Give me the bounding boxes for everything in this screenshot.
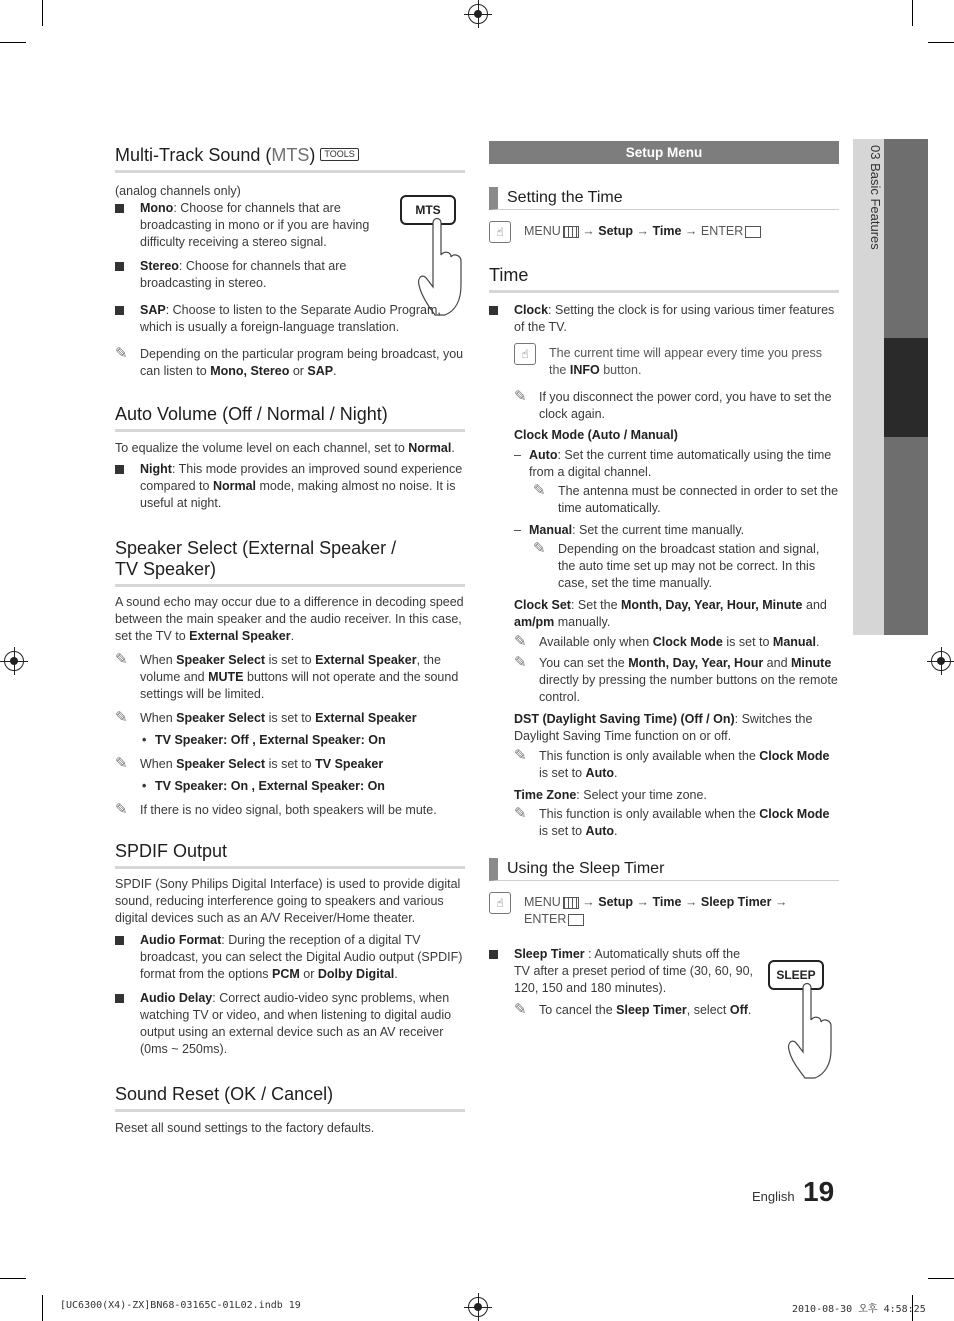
crop-mark [42, 1295, 43, 1321]
auto-volume-heading: Auto Volume (Off / Normal / Night) [115, 404, 465, 432]
list-item: – Auto: Set the current time automatically using the time from a digital channel. [514, 448, 832, 479]
pencil-note-icon: ✎ [533, 482, 546, 499]
menu-icon [563, 226, 579, 238]
enter-icon [568, 914, 584, 926]
setup-menu-bar: Setup Menu [489, 141, 839, 164]
mts-heading: Multi-Track Sound (MTS) TOOLS [115, 145, 465, 173]
note: ☝ The current time will appear every time you press the INFO button. [514, 345, 839, 379]
pencil-note-icon: ✎ [514, 747, 527, 764]
list-item: • TV Speaker: On , External Speaker: On [142, 779, 385, 793]
pencil-note-icon: ✎ [514, 633, 527, 650]
note: ✎ Depending on the broadcast station and signal, the auto time set up may not be correct. In this case, set the time manually. [533, 540, 820, 590]
pencil-note-icon: ✎ [115, 755, 128, 772]
note: ✎ When Speaker Select is set to External Speaker [115, 709, 417, 726]
crop-mark [0, 1278, 26, 1279]
mts-remote-button: MTS [400, 195, 456, 225]
pencil-note-icon: ✎ [115, 801, 128, 818]
right-column: Setup Menu Setting the Time ☝ MENU → Setup → Time → ENTER Time Clock: Setting the clock is for using various timer features of the TV. ☝ The current time will appear every time you press the INFO button. ✎ If you disconnect the power cord, you have to set the clock again. Clock Mode (Auto / Manual) – Auto: Set the current time automatically using the time from a digital channel. ✎ The antenna must be connected in order to set the time automatically. – Manual: Set the current time manually. ✎ Depending on the broadcast station and signal, the auto time set up may not be correct. In this case, set the time manually. Clock Set: Set the Month, Day, Year, Hour, Minute and am/pm manually. ✎ Available only when Clock Mode is set to Manual. ✎ You can set the Month, Day, Year, Hour and Minute directly by pressing the number buttons on the remote control. DST (Daylight Saving Time) (Off / On): Switches the Daylight Saving Time function on or off. ✎ This function is only available when the Clock Mode is set to Auto. Time Zone: Select your time zone. ✎ This function is only available when the Clock Mode is set to Auto. Using the Sleep Timer ☝ MENU → Setup → Time → Sleep Timer → ENTER SLEEP Sleep Timer : Automatically shuts off the TV after a preset period of time (30, 60, 90, 120, 150 and 180 minutes). ✎ To cancel the Sleep Timer, select Off. [489, 141, 839, 1019]
note: ✎ Available only when Clock Mode is set to Manual. [514, 633, 820, 650]
bullet-icon [115, 262, 124, 271]
list-item: • TV Speaker: Off , External Speaker: On [142, 733, 386, 747]
note: ✎ The antenna must be connected in order to set the time automatically. [533, 482, 839, 515]
tools-icon: TOOLS [320, 148, 358, 161]
registration-mark-icon [468, 1297, 488, 1317]
list-item: SAP: Choose to listen to the Separate Audio Program, which is usually a foreign-language translation. [115, 302, 465, 336]
mts-section: MTS (analog channels only) Mono: Choose for channels that are broadcasting in mono or if you are having difficulty receiving a stereo signal. Stereo: Choose for channels that are broadcasting in stereo. SAP: Choose to listen to the Separate Audio Program, which is usually a foreign-language translation. ✎ Depending on the particular program being broadcast, you can listen to Mono, Stereo or SAP. [115, 183, 465, 380]
note: ✎ Depending on the particular program being broadcast, you can listen to Mono, Stereo or SAP. [115, 345, 464, 378]
note: ✎ This function is only available when the Clock Mode is set to Auto. [514, 805, 830, 838]
bullet-icon [115, 994, 124, 1003]
sleep-timer-heading: Using the Sleep Timer [489, 858, 839, 881]
note: ✎ To cancel the Sleep Timer, select Off. [514, 1001, 752, 1018]
side-tab-block [884, 139, 928, 338]
sleep-remote-button: SLEEP [768, 960, 824, 990]
print-footer-left: [UC6300(X4)-ZX]BN68-03165C-01L02.indb 19 [60, 1300, 301, 1311]
side-tab-label: 03 Basic Features [868, 145, 883, 250]
bullet-icon [115, 306, 124, 315]
list-item: Mono: Choose for channels that are broadcasting in mono or if you are having difficulty receiving a stereo signal. [115, 200, 380, 251]
crop-mark [928, 42, 954, 43]
note: ✎ When Speaker Select is set to TV Speaker [115, 755, 384, 772]
note: ✎ You can set the Month, Day, Year, Hour and Minute directly by pressing the number buttons on the remote control. [514, 654, 838, 704]
bullet-icon [115, 936, 124, 945]
crop-mark [42, 0, 43, 26]
pencil-note-icon: ✎ [115, 709, 128, 726]
speaker-select-heading: Speaker Select (External Speaker / TV Speaker) [115, 538, 465, 587]
hand-press-icon: ☝ [489, 892, 511, 914]
pencil-note-icon: ✎ [115, 345, 128, 362]
print-footer-right: 2010-08-30 오후 4:58:25 [792, 1304, 926, 1315]
bullet-icon [489, 306, 498, 315]
note: ✎ If you disconnect the power cord, you have to set the clock again. [514, 388, 832, 421]
hand-press-icon [785, 980, 837, 1080]
registration-mark-icon [4, 651, 24, 671]
crop-mark [0, 42, 26, 43]
page-number: 19 [803, 1176, 835, 1207]
list-item: Sleep Timer : Automatically shuts off the TV after a preset period of time (30, 60, 90, 120, 150 and 180 minutes). [489, 946, 754, 997]
crop-mark [928, 1278, 954, 1279]
page-footer-lang: English [752, 1189, 795, 1204]
registration-mark-icon [931, 651, 951, 671]
note: ✎ This function is only available when the Clock Mode is set to Auto. [514, 747, 830, 780]
pencil-note-icon: ✎ [514, 1001, 527, 1018]
list-item: Audio Delay: Correct audio-video sync problems, when watching TV or video, and when listening to digital audio output using an external device such as an AV receiver (0ms ~ 250ms). [115, 990, 465, 1058]
crop-mark [912, 0, 913, 26]
list-item: Night: This mode provides an improved sound experience compared to Normal mode, making almost no noise. It is useful at night. [115, 461, 465, 512]
list-item: Audio Format: During the reception of a digital TV broadcast, you can select the Digital Audio output (SPDIF) format from the options PCM or Dolby Digital. [115, 932, 465, 983]
bullet-icon [115, 465, 124, 474]
pencil-note-icon: ✎ [514, 654, 527, 671]
spdif-heading: SPDIF Output [115, 841, 465, 869]
bullet-icon [489, 950, 498, 959]
hand-press-icon: ☝ [489, 221, 511, 243]
pencil-note-icon: ✎ [514, 805, 527, 822]
note: ✎ When Speaker Select is set to External Speaker, the volume and MUTE buttons will not operate and the sound settings will be limited. [115, 651, 459, 701]
list-item: Clock: Setting the clock is for using various timer features of the TV. [489, 302, 839, 336]
list-item: Stereo: Choose for channels that are broadcasting in stereo. [115, 258, 380, 292]
registration-mark-icon [468, 4, 488, 24]
time-heading: Time [489, 265, 839, 293]
side-tab-block [884, 437, 928, 635]
menu-path: ☝ MENU → Setup → Time → Sleep Timer → ENTER [489, 894, 839, 928]
left-column: Multi-Track Sound (MTS) TOOLS MTS (analog channels only) Mono: Choose for channels that are broadcasting in mono or if you are having difficulty receiving a stereo signal. Stereo: Choose for channels that are broadcasting in stereo. SAP: Choose to listen to the Separate Audio Program, which is usually a foreign-language translation. ✎ Depending on the particular program being broadcast, you can listen to Mono, Stereo or SAP. Auto Volume (Off / Normal / Night) To equalize the volume level on each channel, set to Normal. Night: This mode provides an improved sound experience compared to Normal mode, making almost no noise. It is useful at night. Speaker Select (External Speaker / TV Speaker) A sound echo may occur due to a difference in decoding speed between the main speaker and the audio receiver. In this case, set the TV to External Speaker. ✎ When Speaker Select is set to External Speaker, the volume and MUTE buttons will not operate and the sound settings will be limited. ✎ When Speaker Select is set to External Speaker • TV Speaker: Off , External Speaker: On ✎ When Speaker Select is set to TV Speaker • TV Speaker: On , External Speaker: On ✎ If there is no video signal, both speakers will be mute. SPDIF Output SPDIF (Sony Philips Digital Interface) is used to provide digital sound, reducing interference going to speakers and various digital devices such as an A/V Receiver/Home theater. Audio Format: During the reception of a digital TV broadcast, you can select the Digital Audio output (SPDIF) format from the options PCM or Dolby Digital. Audio Delay: Correct audio-video sync problems, when watching TV or video, and when listening to digital audio output using an external device such as an AV receiver (0ms ~ 250ms). Sound Reset (OK / Cancel) Reset all sound settings to the factory defaults. [115, 145, 465, 1137]
sound-reset-heading: Sound Reset (OK / Cancel) [115, 1084, 465, 1112]
setting-time-heading: Setting the Time [489, 187, 839, 210]
list-item: – Manual: Set the current time manually. [514, 523, 745, 537]
note: ✎ If there is no video signal, both speakers will be mute. [115, 801, 437, 818]
menu-path: ☝ MENU → Setup → Time → ENTER [489, 223, 839, 240]
menu-icon [563, 897, 579, 909]
side-tab-active-block [884, 338, 928, 437]
pencil-note-icon: ✎ [115, 651, 128, 668]
bullet-icon [115, 204, 124, 213]
enter-icon [745, 226, 761, 238]
hand-press-icon: ☝ [514, 343, 536, 365]
sleep-section [489, 946, 839, 1019]
pencil-note-icon: ✎ [514, 388, 527, 405]
pencil-note-icon: ✎ [533, 540, 546, 557]
